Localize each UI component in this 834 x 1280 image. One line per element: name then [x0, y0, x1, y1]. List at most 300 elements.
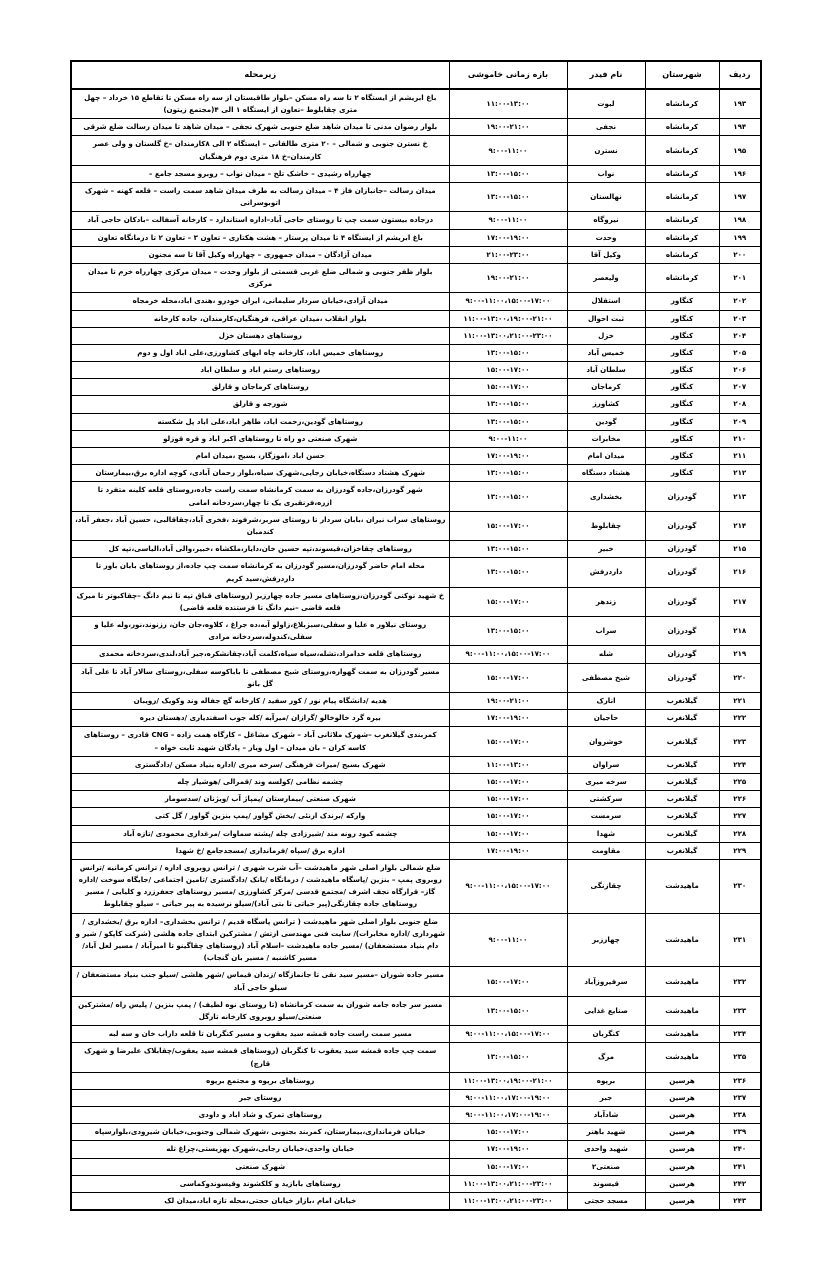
cell-city: گودرزان [645, 587, 719, 616]
cell-city: هرسین [645, 1158, 719, 1175]
cell-sub: شهرک صنعتی /بیمارستان /پمپاژ آب /ویژنان /سدسومار [71, 791, 449, 808]
cell-time: ۹:۰۰-۱۱:۰۰،۱۵:۰۰-۱۷:۰۰ [449, 646, 567, 663]
cell-city: کرمانشاه [645, 165, 719, 182]
cell-sub: روستای نیلاور ه علیا و سفلی،سبزبلاغ،زاولو آبه،ده جراغ ، کلاوه،جان جان، رزنوند،نور،وله علیا و سفلی،کندوله،سردخانه مرادی [71, 617, 449, 646]
cell-radif: ۲۳۴ [719, 1026, 761, 1043]
cell-time: ۱۷:۰۰-۱۹:۰۰ [449, 229, 567, 246]
cell-radif: ۲۲۴ [719, 756, 761, 773]
cell-feeder: میدان امام [567, 448, 645, 465]
cell-feeder: لبوت [567, 89, 645, 119]
cell-radif: ۲۲۰ [719, 663, 761, 692]
table-row [71, 825, 761, 842]
cell-feeder: سرفیروزآباد [567, 967, 645, 996]
cell-sub: روستاهای کرماجان و قارلق [71, 379, 449, 396]
cell-city: گودرزان [645, 558, 719, 587]
cell-time: ۱۱:۰۰-۱۳:۰۰،۱۹:۰۰-۲۱:۰۰ [449, 1072, 567, 1089]
cell-sub: بلوار رضوان مدنی تا میدان شاهد ضلع جنوبی شهرک نجفی – میدان شاهد تا میدان رسالت ضلع شرقی [71, 119, 449, 136]
cell-radif: ۲۰۸ [719, 396, 761, 413]
cell-sub: درجاده بیستون سمت چپ تا روستای حاجی آباد–اداره استاندارد – کارخانه آسفالت –بادکان حاجی آباد [71, 212, 449, 229]
cell-feeder: نیروگاه [567, 212, 645, 229]
table-row [71, 727, 761, 756]
table-row [71, 465, 761, 482]
cell-city: هرسین [645, 1141, 719, 1158]
cell-sub: مسیر سر جاده جامه شوران به سمت کرمانشاه (تا روستای نوه لطیف) / پمپ بنزین / پلیس راه /مشترکین صنعتی/سیلو روبروی کارخانه تارگل [71, 996, 449, 1025]
cell-radif: ۱۹۵ [719, 136, 761, 165]
table-row [71, 1089, 761, 1106]
table-row [71, 808, 761, 825]
column-header-feeder: نام فیدر [567, 61, 645, 89]
cell-city: کرمانشاه [645, 136, 719, 165]
cell-sub: میدان رسالت –جانبازان فاز ۴ – میدان رسالت به طرف میدان شاهد سمت راست – قلعه کهنه – شهرک اتوبوسرانی [71, 183, 449, 212]
cell-sub: وارکه /برندک ارنئی /بخش گواور /پمپ بنزین گواور / گل کتی [71, 808, 449, 825]
cell-sub: ضلع شمالی بلوار اصلی شهر ماهیدشت –آب شرب شهری / ترانس روبروی اداره / ترانس کرمانیه /ترانس روبروی پمپ – بنزین /پاسگاه ماهیدشت / درمانگاه /بانک /دادگستری /تامین اجتماعی /جایگاه سوخت /اداره گاز– قرارگاه نجف اشرف /مجتمع قدسی /مرکز کشاورزی /مسیر روستاهای جعفرزرد و کلیایی / مسیر روستاهای جاده چقازنگی(پیر حیاتی تا بتی آباد)/سیلو نرسیده به پیر حیاتی – سیلو چقابلوط [71, 859, 449, 913]
cell-radif: ۲۰۵ [719, 344, 761, 361]
cell-feeder: کنگربان [567, 1026, 645, 1043]
outage-schedule-table [70, 60, 762, 1211]
cell-feeder: نجفی [567, 119, 645, 136]
cell-time: ۱۳:۰۰-۱۵:۰۰ [449, 558, 567, 587]
cell-time: ۱۳:۰۰-۱۵:۰۰ [449, 183, 567, 212]
cell-feeder: چهارزبر [567, 913, 645, 967]
cell-feeder: برپوه [567, 1072, 645, 1089]
table-row [71, 967, 761, 996]
cell-radif: ۲۰۰ [719, 246, 761, 263]
cell-city: گیلانغرب [645, 808, 719, 825]
cell-radif: ۲۰۷ [719, 379, 761, 396]
cell-city: کرمانشاه [645, 212, 719, 229]
table-row [71, 1107, 761, 1124]
cell-radif: ۲۱۴ [719, 511, 761, 540]
cell-time: ۱۳:۰۰-۱۵:۰۰ [449, 165, 567, 182]
cell-city: کرمانشاه [645, 229, 719, 246]
cell-city: کرمانشاه [645, 246, 719, 263]
cell-sub: باغ ابریشم از ایستگاه ۴ تا میدان پرستار – هشت هکتاری – تعاون ۳ – تعاون ۲ تا درمانگاه تعاون [71, 229, 449, 246]
cell-sub: هدیه /دانشگاه پیام نور / کور سفید / کارخانه گچ جفاله وند وکویک /رویبان [71, 693, 449, 710]
cell-city: هرسین [645, 1193, 719, 1211]
table-row [71, 756, 761, 773]
cell-time: ۹:۰۰-۱۱:۰۰،۱۷:۰۰-۱۹:۰۰ [449, 1107, 567, 1124]
table-row [71, 1124, 761, 1141]
table-row [71, 310, 761, 327]
cell-feeder: مخابرات [567, 430, 645, 447]
cell-time: ۱۳:۰۰-۱۵:۰۰ [449, 344, 567, 361]
cell-sub: میدان آزادی،خیابان سردار سلیمانی، ایران خودرو ،هندی اباد،محله خرمجاه [71, 293, 449, 310]
cell-time: ۱۳:۰۰-۱۵:۰۰ [449, 996, 567, 1025]
table-row [71, 859, 761, 913]
cell-feeder: مرگ [567, 1043, 645, 1072]
table-row [71, 379, 761, 396]
cell-time: ۹:۰۰-۱۱:۰۰،۱۷:۰۰-۱۹:۰۰ [449, 1089, 567, 1106]
cell-time: ۱۵:۰۰-۱۷:۰۰ [449, 587, 567, 616]
cell-time: ۹:۰۰-۱۱:۰۰ [449, 136, 567, 165]
cell-sub: خیابان امام ،بازار خیابان حجتی،محله تازه اباد،میدان لک [71, 1193, 449, 1211]
cell-city: گیلانغرب [645, 791, 719, 808]
cell-radif: ۲۴۰ [719, 1141, 761, 1158]
cell-time: ۱۵:۰۰-۱۷:۰۰ [449, 663, 567, 692]
table-row [71, 541, 761, 558]
cell-city: کنگاور [645, 344, 719, 361]
cell-sub: روستاهای برپوه و مجتمع برپوه [71, 1072, 449, 1089]
cell-city: کنگاور [645, 379, 719, 396]
cell-city: هرسین [645, 1072, 719, 1089]
table-row [71, 511, 761, 540]
cell-sub: خ شهید نوکنی گودرزان،روستاهای مسیر جاده چهارزبر (روستاهای قباق تپه تا نیم دانگ –چقاکبوتر تا میرک قلعه قاضی –نیم دانگ تا فرستنده قلعه قاضی) [71, 587, 449, 616]
cell-city: گودرزان [645, 482, 719, 511]
cell-feeder: زندهر [567, 587, 645, 616]
cell-feeder: مقاومت [567, 842, 645, 859]
cell-city: کنگاور [645, 413, 719, 430]
cell-sub: بلوار انقلاب ،میدان عراقی، فرهنگیان،کارمندان، جاده کارخانه [71, 310, 449, 327]
cell-sub: شهرک هشتاد دستگاه،خیابان رجایی،شهرک سیاه،بلوار رحمان آبادی، کوچه اداره برق،بیمارستان [71, 465, 449, 482]
cell-time: ۱۷:۰۰-۱۹:۰۰ [449, 842, 567, 859]
cell-sub: روستاهای سراب نیران ،بابان سردار تا روستای سربر،شرفوند ،فخری آباد،چقاقالبی، حسین آباد ،جعفر آباد، کندمبان [71, 511, 449, 540]
cell-sub: محله امام حاضر گودرزان،مسیر گودرزان به کرمانشاه سمت چپ جاده،از روستاهای بابان باور تا داردرفش،سید کریم [71, 558, 449, 587]
column-header-sub: زیرمحله [71, 61, 449, 89]
cell-city: هرسین [645, 1124, 719, 1141]
cell-radif: ۲۳۹ [719, 1124, 761, 1141]
cell-radif: ۲۲۳ [719, 727, 761, 756]
cell-city: ماهیدشت [645, 967, 719, 996]
cell-radif: ۱۹۶ [719, 165, 761, 182]
cell-time: ۱۵:۰۰-۱۷:۰۰ [449, 1124, 567, 1141]
cell-radif: ۲۳۱ [719, 913, 761, 967]
cell-feeder: خمیس آباد [567, 344, 645, 361]
cell-sub: ضلع جنوبی بلوار اصلی شهر ماهیدشت ( ترانس پاسگاه قدیم / ترانس بخشداری– اداره برق /بخشداری /شهرداری /اداره مخابرات)/ سایت فنی مهندسی ارتش / مشترکین ابتدای جاده هلشی (شرکت کاپکو / شیر و دام بنیاد مستضعفان) /مسیر جاده ماهیدشت –اسلام آباد (روستاهای چقاگینو تا امیرآباد / مسیر لعل آباد/مسیر کاشنبه / مسیر بان گنجاب) [71, 913, 449, 967]
table-row [71, 1193, 761, 1211]
cell-sub: روستاهای بابازید و کلکشوند وقیسوندوکماسی [71, 1175, 449, 1192]
cell-sub: خ نسترن جنوبی و شمالی – ۲۰ متری طالقانی – ایستگاه ۲ الی ۸کارمندان –خ گلستان و ولی عصر کارمندان–خ ۱۸ متری دوم فرهنگیان [71, 136, 449, 165]
cell-city: گودرزان [645, 617, 719, 646]
cell-time: ۹:۰۰-۱۱:۰۰ [449, 913, 567, 967]
cell-city: گیلانغرب [645, 693, 719, 710]
table-row [71, 89, 761, 119]
cell-sub: چشمه نظامی /کولسه وند /قمرالی /هوشیار چله [71, 773, 449, 790]
cell-feeder: سرخه میری [567, 773, 645, 790]
cell-sub: باغ ابریشم از ایستگاه ۲ تا سه راه مسکن –بلوار طاقبستان از سه راه مسکن تا تقاطع ۱۵ خرداد – چهل متری چقابلوط –تعاون از ایستگاه ۱ الی ۴(مجتمع زیتون) [71, 89, 449, 119]
cell-city: کنگاور [645, 448, 719, 465]
cell-time: ۱۱:۰۰-۱۳:۰۰ [449, 89, 567, 119]
table-row [71, 663, 761, 692]
cell-feeder: سراب [567, 617, 645, 646]
cell-feeder: سرکشتی [567, 791, 645, 808]
cell-feeder: چقابلوط [567, 511, 645, 540]
cell-time: ۱۳:۰۰-۱۵:۰۰ [449, 465, 567, 482]
cell-radif: ۲۳۸ [719, 1107, 761, 1124]
cell-feeder: خوشروان [567, 727, 645, 756]
table-row [71, 327, 761, 344]
cell-sub: خیابان فرمانداری،بیمارستان، کمربند بجنوبی ،شهرک شمالی وجنوبی،خیابان شیرودی،بلوارسپاه [71, 1124, 449, 1141]
cell-time: ۱۳:۰۰-۱۵:۰۰ [449, 413, 567, 430]
cell-feeder: گودین [567, 413, 645, 430]
cell-radif: ۲۲۷ [719, 808, 761, 825]
cell-time: ۱۹:۰۰-۲۱:۰۰ [449, 119, 567, 136]
cell-radif: ۲۴۲ [719, 1175, 761, 1192]
table-row [71, 996, 761, 1025]
cell-feeder: نهالستان [567, 183, 645, 212]
cell-sub: شهر گودرزان،جاده گودرزان به سمت کرمانشاه سمت راست جاده،روستای قلعه کلینه متفرد تا ازره،فرنقبری یک تا چهار،سردخانه امامی [71, 482, 449, 511]
cell-city: گیلانغرب [645, 773, 719, 790]
cell-time: ۱۱:۰۰-۱۳:۰۰،۲۱:۰۰-۲۳:۰۰ [449, 327, 567, 344]
cell-radif: ۲۰۶ [719, 362, 761, 379]
cell-sub: روستاهای قلعه خدامراد،تشله،سیاه سیاه،کلمت آباد،چقانشکره،جبر آباد،لندی،سردخانه محمدی [71, 646, 449, 663]
cell-time: ۱۵:۰۰-۱۷:۰۰ [449, 791, 567, 808]
cell-sub: چشمه کبود رونه مند /شیرزادی چله /پشته سماوات /مرغداری محمودی /تازه آباد [71, 825, 449, 842]
cell-sub: اداره برق /سپاه /فرمانداری /مسجدجامع /خ شهدا [71, 842, 449, 859]
cell-time: ۱۵:۰۰-۱۷:۰۰ [449, 511, 567, 540]
cell-city: گودرزان [645, 663, 719, 692]
cell-feeder: نسترن [567, 136, 645, 165]
table-row [71, 1026, 761, 1043]
cell-city: کرمانشاه [645, 263, 719, 292]
table-row [71, 293, 761, 310]
cell-time: ۱۷:۰۰-۱۹:۰۰ [449, 1141, 567, 1158]
cell-sub: حسن اباد ،اموزگار، بسیج ،میدان امام [71, 448, 449, 465]
cell-feeder: شهدا [567, 825, 645, 842]
cell-radif: ۲۲۶ [719, 791, 761, 808]
table-row [71, 183, 761, 212]
column-header-city: شهرستان [645, 61, 719, 89]
table-body [71, 89, 761, 1210]
cell-radif: ۲۳۳ [719, 996, 761, 1025]
table-row [71, 773, 761, 790]
cell-feeder: داردرفش [567, 558, 645, 587]
cell-sub: شورجه و قارلق [71, 396, 449, 413]
cell-time: ۱۱:۰۰-۱۳:۰۰،۲۱:۰۰-۲۳:۰۰ [449, 1193, 567, 1211]
cell-radif: ۱۹۸ [719, 212, 761, 229]
cell-radif: ۲۳۵ [719, 1043, 761, 1072]
cell-city: ماهیدشت [645, 859, 719, 913]
cell-radif: ۲۲۹ [719, 842, 761, 859]
table-row [71, 913, 761, 967]
cell-city: گودرزان [645, 541, 719, 558]
table-row [71, 263, 761, 292]
cell-feeder: شادآباد [567, 1107, 645, 1124]
cell-radif: ۲۰۲ [719, 293, 761, 310]
cell-city: ماهیدشت [645, 1026, 719, 1043]
table-row [71, 693, 761, 710]
cell-radif: ۲۳۶ [719, 1072, 761, 1089]
cell-feeder: چقازنگی [567, 859, 645, 913]
cell-city: ماهیدشت [645, 913, 719, 967]
cell-time: ۹:۰۰-۱۱:۰۰،۱۵:۰۰-۱۷:۰۰ [449, 293, 567, 310]
cell-time: ۱۵:۰۰-۱۷:۰۰ [449, 773, 567, 790]
cell-radif: ۲۳۰ [719, 859, 761, 913]
cell-city: هرسین [645, 1175, 719, 1192]
cell-time: ۱۱:۰۰-۱۳:۰۰ [449, 756, 567, 773]
cell-city: کنگاور [645, 362, 719, 379]
cell-sub: مسیر گودرزان به سمت گهواره،روستای شیخ مصطفی تا باباکوسه سفلی،روستای سالار آباد تا علی آباد گل بانو [71, 663, 449, 692]
cell-time: ۱۱:۰۰-۱۳:۰۰،۲۱:۰۰-۲۳:۰۰ [449, 1175, 567, 1192]
cell-time: ۱۳:۰۰-۱۵:۰۰ [449, 541, 567, 558]
cell-sub: روستاهای دهستان خزل [71, 327, 449, 344]
cell-radif: ۲۱۳ [719, 482, 761, 511]
cell-feeder: نواب [567, 165, 645, 182]
cell-time: ۱۵:۰۰-۱۷:۰۰ [449, 967, 567, 996]
cell-city: گیلانغرب [645, 756, 719, 773]
table-row [71, 119, 761, 136]
table-row [71, 448, 761, 465]
cell-feeder: جبر [567, 1089, 645, 1106]
cell-time: ۱۳:۰۰-۱۵:۰۰ [449, 1043, 567, 1072]
cell-feeder: سراوان [567, 756, 645, 773]
column-header-radif: ردیف [719, 61, 761, 89]
cell-time: ۱۵:۰۰-۱۷:۰۰ [449, 727, 567, 756]
cell-time: ۱۵:۰۰-۱۷:۰۰ [449, 825, 567, 842]
cell-time: ۲۱:۰۰-۲۳:۰۰ [449, 246, 567, 263]
cell-radif: ۱۹۴ [719, 119, 761, 136]
cell-city: هرسین [645, 1089, 719, 1106]
table-row [71, 617, 761, 646]
cell-radif: ۲۳۷ [719, 1089, 761, 1106]
cell-sub: روستاهای گودین،رحمت اباد، طاهر اباد،علی اباد پل شکسته [71, 413, 449, 430]
cell-feeder: وکیل آقا [567, 246, 645, 263]
cell-feeder: قیسوند [567, 1175, 645, 1192]
cell-city: گیلانغرب [645, 710, 719, 727]
cell-sub: چهارراه رشیدی – خاشک تلخ – میدان نواب – روبرو مسجد جامع – [71, 165, 449, 182]
column-header-time: بازه زمانی خاموشی [449, 61, 567, 89]
cell-feeder: مسجد حجتی [567, 1193, 645, 1211]
cell-radif: ۲۱۱ [719, 448, 761, 465]
cell-city: کنگاور [645, 327, 719, 344]
cell-sub: روستای جبر [71, 1089, 449, 1106]
cell-radif: ۲۲۵ [719, 773, 761, 790]
table-row [71, 1043, 761, 1072]
cell-sub: شهرک صنعتی [71, 1158, 449, 1175]
cell-feeder: سرمست [567, 808, 645, 825]
table-row [71, 430, 761, 447]
cell-sub: سمت چپ جاده قمشه سید یعقوب تا کنگربان (روستاهای قمشه سید یعقوب/چقابلاک علیرضا و شهرک قارچ) [71, 1043, 449, 1072]
cell-radif: ۱۹۳ [719, 89, 761, 119]
cell-feeder: خبیر [567, 541, 645, 558]
cell-time: ۹:۰۰-۱۱:۰۰ [449, 430, 567, 447]
cell-radif: ۲۱۵ [719, 541, 761, 558]
cell-feeder: سلطان آباد [567, 362, 645, 379]
cell-feeder: شیخ مصطفی [567, 663, 645, 692]
table-row [71, 1175, 761, 1192]
cell-city: ماهیدشت [645, 1043, 719, 1072]
cell-feeder: خزل [567, 327, 645, 344]
cell-radif: ۲۱۸ [719, 617, 761, 646]
cell-sub: بلوار ظفر جنوبی و شمالی ضلع غربی قسمتی از بلوار وحدت – میدان مرکزی چهارراه خرم تا میدان مرکزی [71, 263, 449, 292]
cell-feeder: صنایع غذایی [567, 996, 645, 1025]
table-row [71, 136, 761, 165]
cell-city: کرمانشاه [645, 183, 719, 212]
cell-time: ۱۳:۰۰-۱۵:۰۰ [449, 482, 567, 511]
cell-time: ۱۳:۰۰-۱۵:۰۰ [449, 396, 567, 413]
cell-time: ۱۵:۰۰-۱۷:۰۰ [449, 362, 567, 379]
cell-time: ۱۷:۰۰-۱۹:۰۰ [449, 710, 567, 727]
cell-city: کرمانشاه [645, 119, 719, 136]
cell-radif: ۱۹۹ [719, 229, 761, 246]
table-row [71, 212, 761, 229]
cell-time: ۱۹:۰۰-۲۱:۰۰ [449, 263, 567, 292]
cell-time: ۱۵:۰۰-۱۷:۰۰ [449, 379, 567, 396]
cell-time: ۹:۰۰-۱۱:۰۰،۱۵:۰۰-۱۷:۰۰ [449, 1026, 567, 1043]
table-row [71, 1141, 761, 1158]
table-header-row [71, 61, 761, 89]
cell-feeder: حاجیان [567, 710, 645, 727]
cell-city: کنگاور [645, 430, 719, 447]
cell-feeder: شهید واحدی [567, 1141, 645, 1158]
cell-time: ۱۵:۰۰-۱۷:۰۰ [449, 1158, 567, 1175]
cell-time: ۹:۰۰-۱۱:۰۰ [449, 212, 567, 229]
cell-sub: کمربندی گیلانغرب –شهرک ملاثانی آباد – شهرک مشاغل – کارگاه همت زاده – CNG قادری – روستاهای کاسه کران – بان میدان – اول ویار – پادگان شهید ثابت خواه – [71, 727, 449, 756]
cell-feeder: وحدت [567, 229, 645, 246]
table-row [71, 362, 761, 379]
table-row [71, 229, 761, 246]
cell-sub: مسیر جاده شوران –مسیر سید نقی تا جانمازگاه /زندان قیماس /شهر هلشی /سیلو جنب بنیاد مستضعفان / سیلو حاجی آباد [71, 967, 449, 996]
cell-feeder: شله [567, 646, 645, 663]
table-row [71, 842, 761, 859]
cell-feeder: کشاورز [567, 396, 645, 413]
cell-radif: ۲۴۱ [719, 1158, 761, 1175]
cell-radif: ۲۰۱ [719, 263, 761, 292]
cell-sub: روستاهای تمرک و شاد اباد و داودی [71, 1107, 449, 1124]
cell-city: ماهیدشت [645, 996, 719, 1025]
table-row [71, 646, 761, 663]
table-row [71, 1072, 761, 1089]
cell-sub: روستاهای خمیس اباد، کارخانه چاه ابهای کشاورزی،علی اباد اول و دوم [71, 344, 449, 361]
cell-feeder: صنعتی۲ [567, 1158, 645, 1175]
cell-sub: خیابان واحدی،خیابان رجایی،شهرک بهزیستی،چراغ تله [71, 1141, 449, 1158]
table-row [71, 1158, 761, 1175]
cell-radif: ۲۰۹ [719, 413, 761, 430]
cell-radif: ۲۰۳ [719, 310, 761, 327]
cell-city: هرسین [645, 1107, 719, 1124]
cell-radif: ۲۲۸ [719, 825, 761, 842]
cell-feeder: ولیعصر [567, 263, 645, 292]
cell-radif: ۲۰۴ [719, 327, 761, 344]
table-row [71, 246, 761, 263]
table-row [71, 710, 761, 727]
cell-city: گیلانغرب [645, 842, 719, 859]
cell-radif: ۲۱۹ [719, 646, 761, 663]
cell-time: ۱۱:۰۰-۱۳:۰۰،۱۹:۰۰-۲۱:۰۰ [449, 310, 567, 327]
cell-city: گیلانغرب [645, 727, 719, 756]
cell-time: ۱۳:۰۰-۱۵:۰۰ [449, 617, 567, 646]
cell-city: کرمانشاه [645, 89, 719, 119]
cell-feeder: انارک [567, 693, 645, 710]
cell-time: ۱۵:۰۰-۱۷:۰۰ [449, 808, 567, 825]
cell-radif: ۲۳۲ [719, 967, 761, 996]
cell-sub: مسیر سمت راست جاده قمشه سید یعقوب و مسیر کنگربان تا قلعه داراب خان و سه لبه [71, 1026, 449, 1043]
cell-time: ۹:۰۰-۱۱:۰۰،۱۵:۰۰-۱۷:۰۰ [449, 859, 567, 913]
cell-feeder: شهید باهنر [567, 1124, 645, 1141]
cell-feeder: کرماجان [567, 379, 645, 396]
cell-city: کنگاور [645, 465, 719, 482]
cell-feeder: استقلال [567, 293, 645, 310]
cell-city: گودرزان [645, 646, 719, 663]
cell-sub: روستاهای چقاخزان،قیسوند،تپه حسین خان،دایار،ملکشاه ،خبیر،والی آباد،الیاسی،تپه کل [71, 541, 449, 558]
table-row [71, 587, 761, 616]
cell-sub: روستاهای رستم اباد و سلطان اباد [71, 362, 449, 379]
cell-city: کنگاور [645, 396, 719, 413]
cell-sub: شهرک بسیج /میراث فرهنگی /سرخه میری /اداره بنیاد مسکن /دادگستری [71, 756, 449, 773]
cell-city: کنگاور [645, 310, 719, 327]
cell-city: گیلانغرب [645, 825, 719, 842]
cell-time: ۱۷:۰۰-۱۹:۰۰ [449, 448, 567, 465]
cell-radif: ۲۴۳ [719, 1193, 761, 1211]
cell-feeder: ثبت احوال [567, 310, 645, 327]
table-row [71, 482, 761, 511]
cell-radif: ۲۲۲ [719, 710, 761, 727]
cell-feeder: بخشداری [567, 482, 645, 511]
table-row [71, 558, 761, 587]
cell-radif: ۲۱۶ [719, 558, 761, 587]
table-row [71, 791, 761, 808]
cell-sub: شهرک صنعتی دو راه تا روستاهای اکبر اباد و قره قوزلو [71, 430, 449, 447]
cell-radif: ۲۱۲ [719, 465, 761, 482]
